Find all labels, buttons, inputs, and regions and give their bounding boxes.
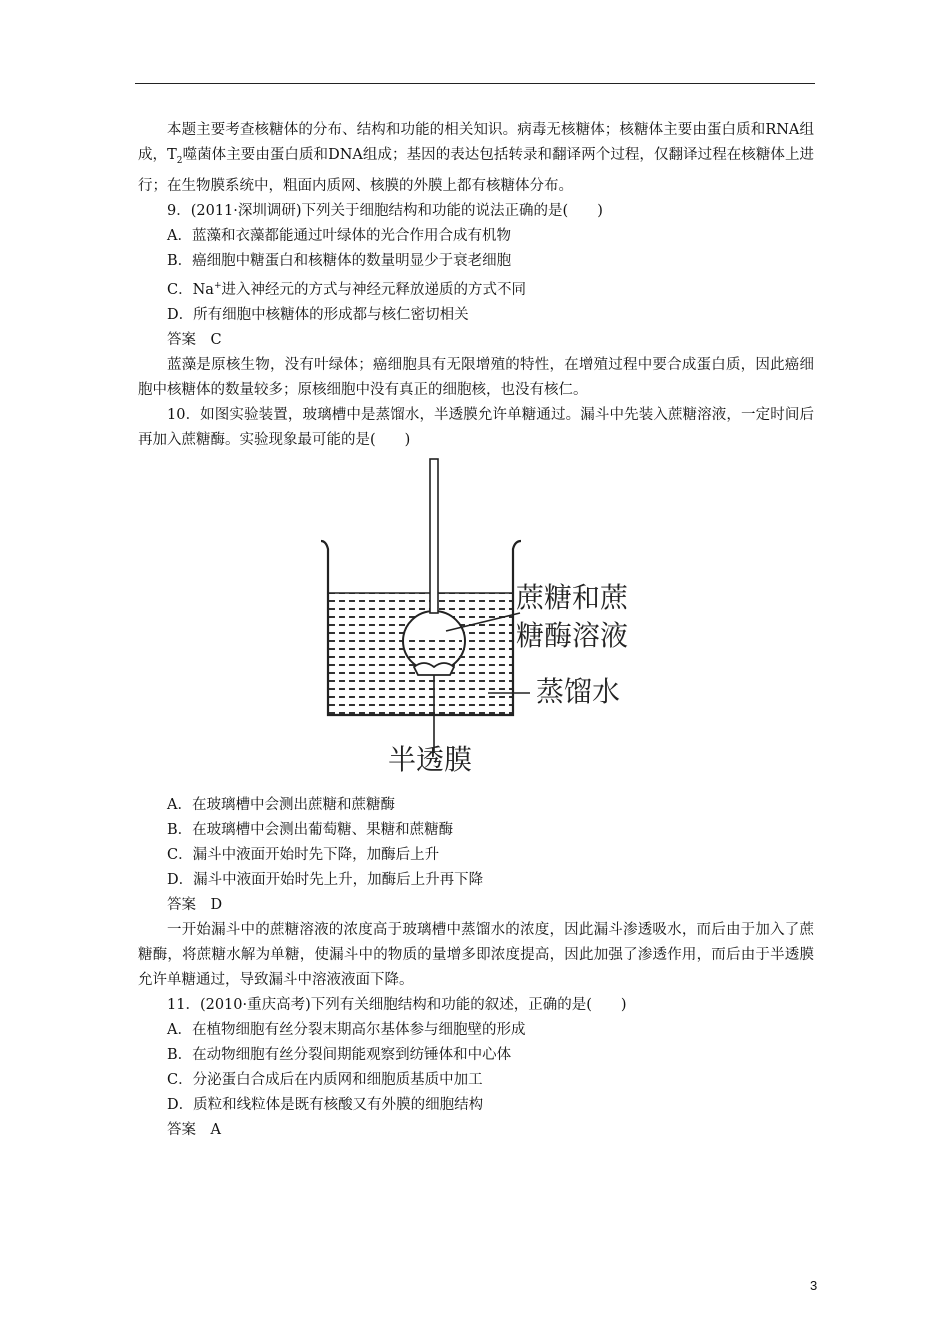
q10-option-c: C．漏斗中液面开始时先下降，加酶后上升 xyxy=(167,846,440,863)
q10-option-d: D．漏斗中液面开始时先上升，加酶后上升再下降 xyxy=(167,871,484,888)
q9-answer xyxy=(138,328,814,353)
q9-option-d: D．所有细胞中核糖体的形成都与核仁密切相关 xyxy=(167,306,469,323)
q10-answer xyxy=(138,893,814,918)
label-sucrose-solution-1: 蔗糖和蔗 xyxy=(516,580,629,614)
funnel-tube xyxy=(430,459,438,613)
q11-option-c: C．分泌蛋白合成后在内质网和细胞质基质中加工 xyxy=(167,1071,483,1088)
label-distilled-water: 蒸馏水 xyxy=(536,674,621,708)
q9-option-c-rest: 进入神经元的方式与神经元释放递质的方式不同 xyxy=(221,281,526,298)
osmosis-apparatus-figure xyxy=(138,453,814,793)
label-semipermeable-membrane: 半透膜 xyxy=(388,742,473,776)
q8-explanation-text: 本题主要考查核糖体的分布、结构和功能的相关知识。病毒无核糖体；核糖体主要由蛋白质和RNA组成， xyxy=(138,122,814,163)
page-content xyxy=(138,118,814,1143)
t2-subscript: 2 xyxy=(176,155,183,166)
q10-stem: 10．如图实验装置，玻璃槽中是蒸馏水，半透膜允许单糖通过。漏斗中先装入蔗糖溶液，一定时间后再加入蔗糖酶。实验现象最可能的是( ) xyxy=(138,406,814,448)
q11-option-d: D．质粒和线粒体是既有核酸又有外膜的细胞结构 xyxy=(167,1096,484,1113)
q11-option-a: A．在植物细胞有丝分裂末期高尔基体参与细胞壁的形成 xyxy=(167,1021,526,1038)
q11-option-b: B．在动物细胞有丝分裂间期能观察到纺锤体和中心体 xyxy=(167,1046,512,1063)
q9-option-c xyxy=(138,274,814,303)
q10-explanation: 一开始漏斗中的蔗糖溶液的浓度高于玻璃槽中蒸馏水的浓度，因此漏斗渗透吸水，而后由于加入了蔗糖酶，将蔗糖水解为单糖，使漏斗中的物质的量增多即浓度提高，因此加强了渗透作用，而后由于半透膜允许单糖通过，导致漏斗中溶液液面下降。 xyxy=(138,921,814,988)
q10-option-b: B．在玻璃槽中会测出葡萄糖、果糖和蔗糖酶 xyxy=(167,821,454,838)
header-rule xyxy=(135,83,815,84)
q9-option-c-text: C．Na xyxy=(167,281,214,298)
q9-option-b: B．癌细胞中糖蛋白和核糖体的数量明显少于衰老细胞 xyxy=(167,252,512,269)
q10-answer-value: D xyxy=(210,896,223,913)
osmosis-apparatus-drawing xyxy=(138,453,814,793)
q10-option-a: A．在玻璃槽中会测出蔗糖和蔗糖酶 xyxy=(167,796,395,813)
q8-explanation-rest: 噬菌体主要由蛋白质和DNA组成；基因的表达包括转录和翻译两个过程，仅翻译过程在核糖体上进行；在生物膜系统中，粗面内质网、核膜的外膜上都有核糖体分布。 xyxy=(138,147,815,194)
sodium-charge: + xyxy=(213,280,222,291)
q11-stem: 11．(2010·重庆高考)下列有关细胞结构和功能的叙述，正确的是( ) xyxy=(167,996,627,1013)
funnel-solution xyxy=(406,635,462,663)
q9-answer-value: C xyxy=(210,331,222,348)
q11-answer xyxy=(138,1118,814,1143)
t2-letter: T xyxy=(167,147,177,163)
page-number: 3 xyxy=(810,1278,818,1293)
q11-answer-label: 答案 xyxy=(167,1121,196,1138)
q11-answer-value: A xyxy=(210,1121,221,1138)
q8-explanation xyxy=(138,118,814,199)
q9-option-a: A．蓝藻和衣藻都能通过叶绿体的光合作用合成有机物 xyxy=(167,227,511,244)
label-sucrose-solution-2: 糖酶溶液 xyxy=(516,618,629,652)
q9-answer-label: 答案 xyxy=(167,331,196,348)
q9-explanation: 蓝藻是原核生物，没有叶绿体；癌细胞具有无限增殖的特性，在增殖过程中要合成蛋白质，因此癌细胞中核糖体的数量较多；原核细胞中没有真正的细胞核，也没有核仁。 xyxy=(138,356,814,398)
q10-answer-label: 答案 xyxy=(167,896,196,913)
q9-stem: 9．(2011·深圳调研)下列关于细胞结构和功能的说法正确的是( ) xyxy=(167,202,603,219)
